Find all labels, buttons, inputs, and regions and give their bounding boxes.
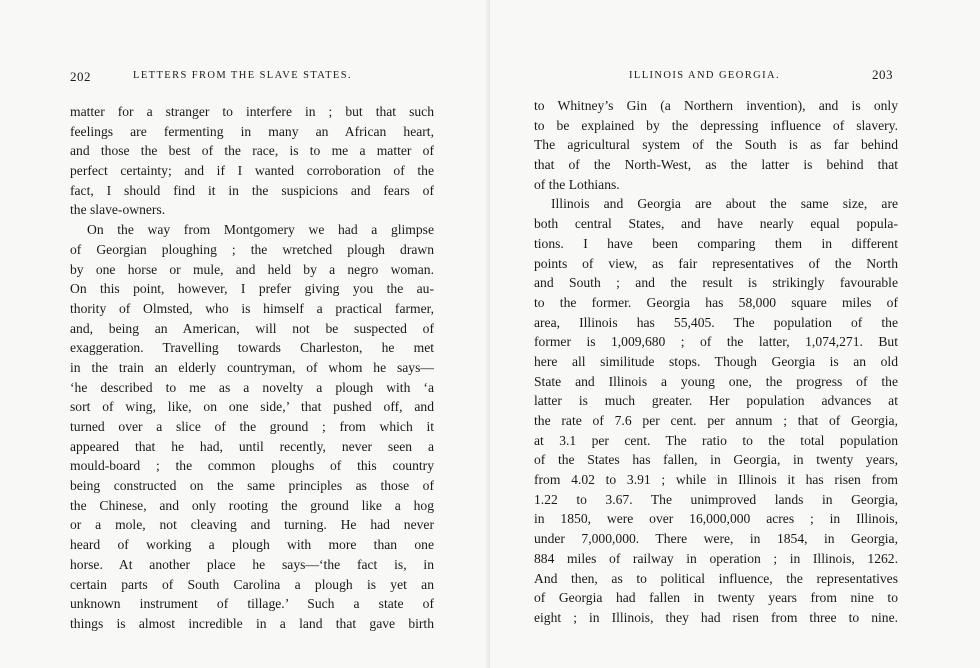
- text-line: On the way from Montgomery we had a glimpse: [87, 222, 434, 238]
- text-line: the slave-owners.: [70, 202, 166, 218]
- text-line: tions. I have been comparing them in different: [534, 235, 898, 251]
- text-line: horse. At another place he says—‘the fact is, in: [70, 556, 434, 572]
- text-line: latter is much greater. Her population advances at: [534, 393, 898, 409]
- text-line: being constructed on the same principles as those of: [70, 478, 434, 494]
- text-line: points of view, as fair representatives of the North: [534, 255, 898, 271]
- text-line: in the train an elderly countryman, of whom he says—: [70, 359, 434, 375]
- text-line: The agricultural system of the South is as far behind: [534, 137, 898, 153]
- text-line: perfect certainty; and if I wanted corroboration of the: [70, 163, 434, 179]
- text-line: of the States has fallen, in Georgia, in twenty years,: [534, 452, 898, 468]
- text-line: turned over a slice of the ground ; from which it: [70, 419, 434, 434]
- text-line: both central States, and have nearly equal popula-: [534, 216, 898, 232]
- text-line: State and Illinois a young one, the progress of the: [534, 373, 898, 389]
- text-line: to the former. Georgia has 58,000 square miles of: [534, 294, 898, 310]
- text-line: 1.22 to 3.67. The unimproved lands in Georgia,: [534, 491, 898, 507]
- right-body-text: [534, 96, 898, 628]
- text-line: by one horse or mule, and held by a negro woman.: [70, 261, 434, 277]
- text-line: certain parts of South Carolina a plough is yet an: [70, 576, 434, 592]
- text-line: fact, I should find it in the suspicions and fears of: [70, 182, 434, 198]
- text-line: And then, as to political influence, the representatives: [534, 570, 898, 586]
- text-line: eight ; in Illinois, they had risen from three to nine.: [534, 609, 898, 625]
- text-line: matter for a stranger to interfere in ; but that such: [70, 104, 434, 119]
- text-line: the rate of 7.6 per cent. per annum ; that of Georgia,: [534, 413, 898, 428]
- text-line: 884 miles of railway in operation ; in Illinois, 1262.: [534, 550, 898, 566]
- text-line: things is almost incredible in a land that gave birth: [70, 615, 434, 631]
- text-line: area, Illinois has 55,405. The population of the: [534, 314, 898, 330]
- text-line: exaggeration. Travelling towards Charleston, he met: [70, 340, 434, 356]
- text-line: feelings are fermenting in many an African heart,: [70, 123, 434, 139]
- right-page-number: 203: [872, 67, 893, 82]
- text-line: the Chinese, and only rooting the ground like a hog: [70, 497, 434, 513]
- text-line: heard of working a plough with more than one: [70, 537, 434, 553]
- text-line: to Whitney’s Gin (a Northern invention), and is only: [534, 98, 898, 113]
- text-line: ‘he described to me as a novelty a plough with ‘a: [70, 379, 434, 395]
- text-line: here all similitude stops. Though Georgia is an old: [534, 353, 898, 369]
- left-page-number: 202: [70, 69, 91, 84]
- text-line: mould-board ; the common ploughs of this country: [70, 458, 434, 474]
- text-line: that of the North-West, as the latter is behind that: [534, 157, 898, 173]
- right-running-head: ILLINOIS AND GEORGIA.: [629, 70, 781, 81]
- text-line: to be explained by the depressing influence of slavery.: [534, 117, 898, 133]
- right-page: [490, 0, 980, 668]
- text-line: and, being an American, will not be suspected of: [70, 320, 434, 336]
- text-line: of the Lothians.: [534, 176, 620, 192]
- text-line: from 4.02 to 3.91 ; while in Illinois it has risen from: [534, 472, 898, 488]
- text-line: former is 1,009,680 ; of the latter, 1,074,271. But: [534, 334, 898, 350]
- text-line: of Georgian ploughing ; the wretched plough drawn: [70, 241, 434, 257]
- text-line: under 7,000,000. There were, in 1854, in Georgia,: [534, 531, 898, 547]
- text-line: of Georgia had fallen in twenty years from nine to: [534, 590, 898, 606]
- text-line: at 3.1 per cent. The ratio to the total population: [534, 432, 898, 448]
- left-running-head: LETTERS FROM THE SLAVE STATES.: [133, 70, 352, 81]
- text-line: thority of Olmsted, who is himself a practical farmer,: [70, 300, 434, 316]
- text-line: in 1850, were over 16,000,000 acres ; in Illinois,: [534, 511, 898, 527]
- text-line: appeared that he had, until recently, never seen a: [70, 438, 434, 454]
- text-line: unknown instrument of tillage.’ Such a state of: [70, 596, 434, 612]
- left-body-text: [70, 102, 434, 634]
- text-line: or a mole, not cleaving and turning. He had never: [70, 517, 434, 533]
- text-line: sort of wing, like, on one side,’ that pushed off, and: [70, 399, 434, 415]
- text-line: and South ; and the result is strikingly favourable: [534, 275, 898, 291]
- text-line: On this point, however, I prefer giving you the au-: [70, 281, 434, 297]
- text-line: Illinois and Georgia are about the same size, are: [551, 196, 898, 212]
- text-line: and those the best of the race, is to me a matter of: [70, 143, 434, 159]
